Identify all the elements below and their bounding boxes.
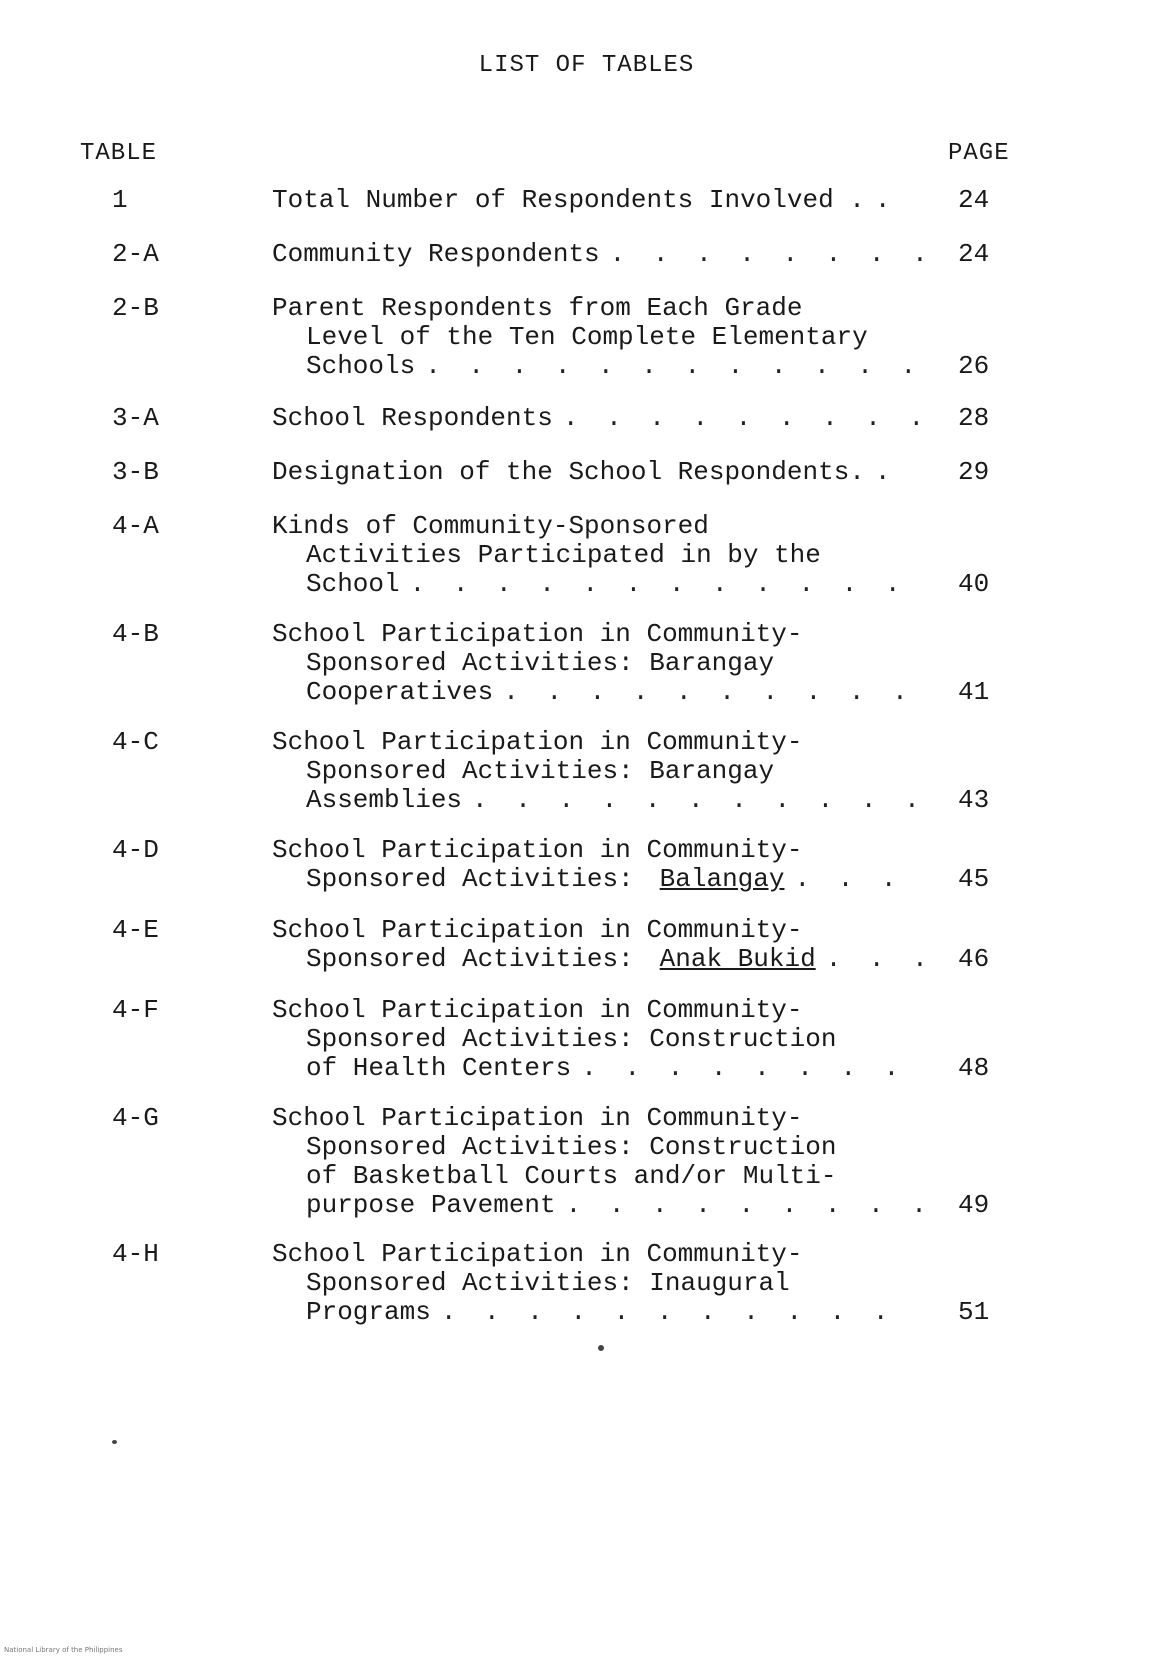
- table-number: 4-B: [112, 619, 159, 649]
- caption-line: Assemblies . . .: [272, 786, 922, 815]
- underlined-term: Balangay: [659, 865, 785, 894]
- table-number: 4-D: [112, 835, 159, 865]
- table-number: 4-H: [112, 1239, 159, 1269]
- caption-line: Schools . . .: [272, 352, 922, 381]
- table-caption: [272, 728, 922, 815]
- caption-line: School . . .: [272, 570, 922, 599]
- page-number: 45: [958, 864, 990, 894]
- caption-line: Designation of the School Respondents. . . .: [272, 458, 922, 487]
- leader-dots: [610, 240, 922, 269]
- table-number: 4-G: [112, 1103, 159, 1133]
- caption-line: of Basketball Courts and/or Multi-: [306, 1162, 837, 1191]
- caption-line: Programs . . .: [272, 1298, 922, 1327]
- table-number: 4-C: [112, 727, 159, 757]
- caption-line: School Participation in Community-: [272, 1104, 803, 1133]
- table-entry: [0, 728, 1173, 815]
- page-number: 49: [958, 1190, 990, 1220]
- page-number: 40: [958, 569, 990, 599]
- caption-line: Sponsored Activities: Balangay . . .: [272, 865, 922, 894]
- table-column-header: TABLE: [80, 140, 158, 167]
- table-entry: [0, 916, 1173, 974]
- page-number: 51: [958, 1297, 990, 1327]
- table-entry: [0, 186, 1173, 215]
- table-number: 2-A: [112, 239, 159, 269]
- leader-dots: [425, 352, 922, 381]
- table-caption: [272, 836, 922, 894]
- page-number: 26: [958, 351, 990, 381]
- table-number: 4-F: [112, 995, 159, 1025]
- page-title: LIST OF TABLES: [478, 52, 695, 79]
- caption-line: School Participation in Community-: [272, 996, 803, 1025]
- table-entry: [0, 458, 1173, 487]
- caption-line: School Participation in Community-: [272, 836, 803, 865]
- table-caption: [272, 240, 922, 269]
- table-number: 4-E: [112, 915, 159, 945]
- caption-line: School Respondents . . .: [272, 404, 922, 433]
- leader-dots: [441, 1298, 922, 1327]
- leader-dots: [581, 1054, 922, 1083]
- caption-line: Sponsored Activities: Barangay: [306, 757, 775, 786]
- table-caption: [272, 916, 922, 974]
- leader-dots: [503, 678, 922, 707]
- page-column-header: PAGE: [948, 140, 1010, 167]
- ink-speck: [112, 1440, 117, 1444]
- table-number: 1: [112, 185, 128, 215]
- table-caption: [272, 1240, 922, 1327]
- table-entry: [0, 836, 1173, 894]
- page-number: 48: [958, 1053, 990, 1083]
- table-entry: [0, 294, 1173, 381]
- table-number: 3-B: [112, 457, 159, 487]
- caption-line: School Participation in Community-: [272, 620, 803, 649]
- table-caption: [272, 620, 922, 707]
- table-caption: [272, 294, 922, 381]
- caption-line: Sponsored Activities: Barangay: [306, 649, 775, 678]
- table-caption: [272, 512, 922, 599]
- table-number: 2-B: [112, 293, 159, 323]
- table-entry: [0, 240, 1173, 269]
- caption-line: Sponsored Activities: Inaugural: [306, 1269, 790, 1298]
- page-number: 43: [958, 785, 990, 815]
- table-entry: [0, 996, 1173, 1083]
- table-entry: [0, 1104, 1173, 1220]
- leader-dots: [875, 186, 922, 215]
- page-number: 24: [958, 239, 990, 269]
- table-caption: [272, 996, 922, 1083]
- leader-dots: [875, 458, 922, 487]
- caption-line: Sponsored Activities: Anak Bukid . . .: [272, 945, 922, 974]
- page-number: 28: [958, 403, 990, 433]
- page-number: 29: [958, 457, 990, 487]
- caption-line: of Health Centers . . .: [272, 1054, 922, 1083]
- table-entry: [0, 1240, 1173, 1327]
- table-entry: [0, 620, 1173, 707]
- archive-footer: National Library of the Philippines: [4, 1646, 123, 1654]
- table-caption: [272, 186, 922, 215]
- leader-dots: [794, 865, 922, 894]
- table-entry: [0, 404, 1173, 433]
- caption-line: School Participation in Community-: [272, 1240, 803, 1269]
- table-caption: [272, 404, 922, 433]
- page-number: 24: [958, 185, 990, 215]
- leader-dots: [566, 1191, 922, 1220]
- caption-line: Activities Participated in by the: [306, 541, 821, 570]
- caption-line: Sponsored Activities: Construction: [306, 1133, 837, 1162]
- caption-line: School Participation in Community-: [272, 916, 803, 945]
- table-caption: [272, 458, 922, 487]
- ink-speck: [598, 1345, 604, 1351]
- caption-line: Community Respondents . . .: [272, 240, 922, 269]
- caption-line: Sponsored Activities: Construction: [306, 1025, 837, 1054]
- caption-line: School Participation in Community-: [272, 728, 803, 757]
- caption-line: Cooperatives . . .: [272, 678, 922, 707]
- caption-line: Total Number of Respondents Involved . . . .: [272, 186, 922, 215]
- leader-dots: [472, 786, 922, 815]
- caption-line: Kinds of Community-Sponsored: [272, 512, 709, 541]
- page-number: 41: [958, 677, 990, 707]
- leader-dots: [563, 404, 922, 433]
- table-number: 3-A: [112, 403, 159, 433]
- leader-dots: [410, 570, 922, 599]
- table-caption: [272, 1104, 922, 1220]
- underlined-term: Anak Bukid: [659, 945, 816, 974]
- caption-line: purpose Pavement . . .: [272, 1191, 922, 1220]
- table-entry: [0, 512, 1173, 599]
- table-number: 4-A: [112, 511, 159, 541]
- caption-line: Level of the Ten Complete Elementary: [306, 323, 868, 352]
- page-number: 46: [958, 944, 990, 974]
- leader-dots: [826, 945, 922, 974]
- caption-line: Parent Respondents from Each Grade: [272, 294, 803, 323]
